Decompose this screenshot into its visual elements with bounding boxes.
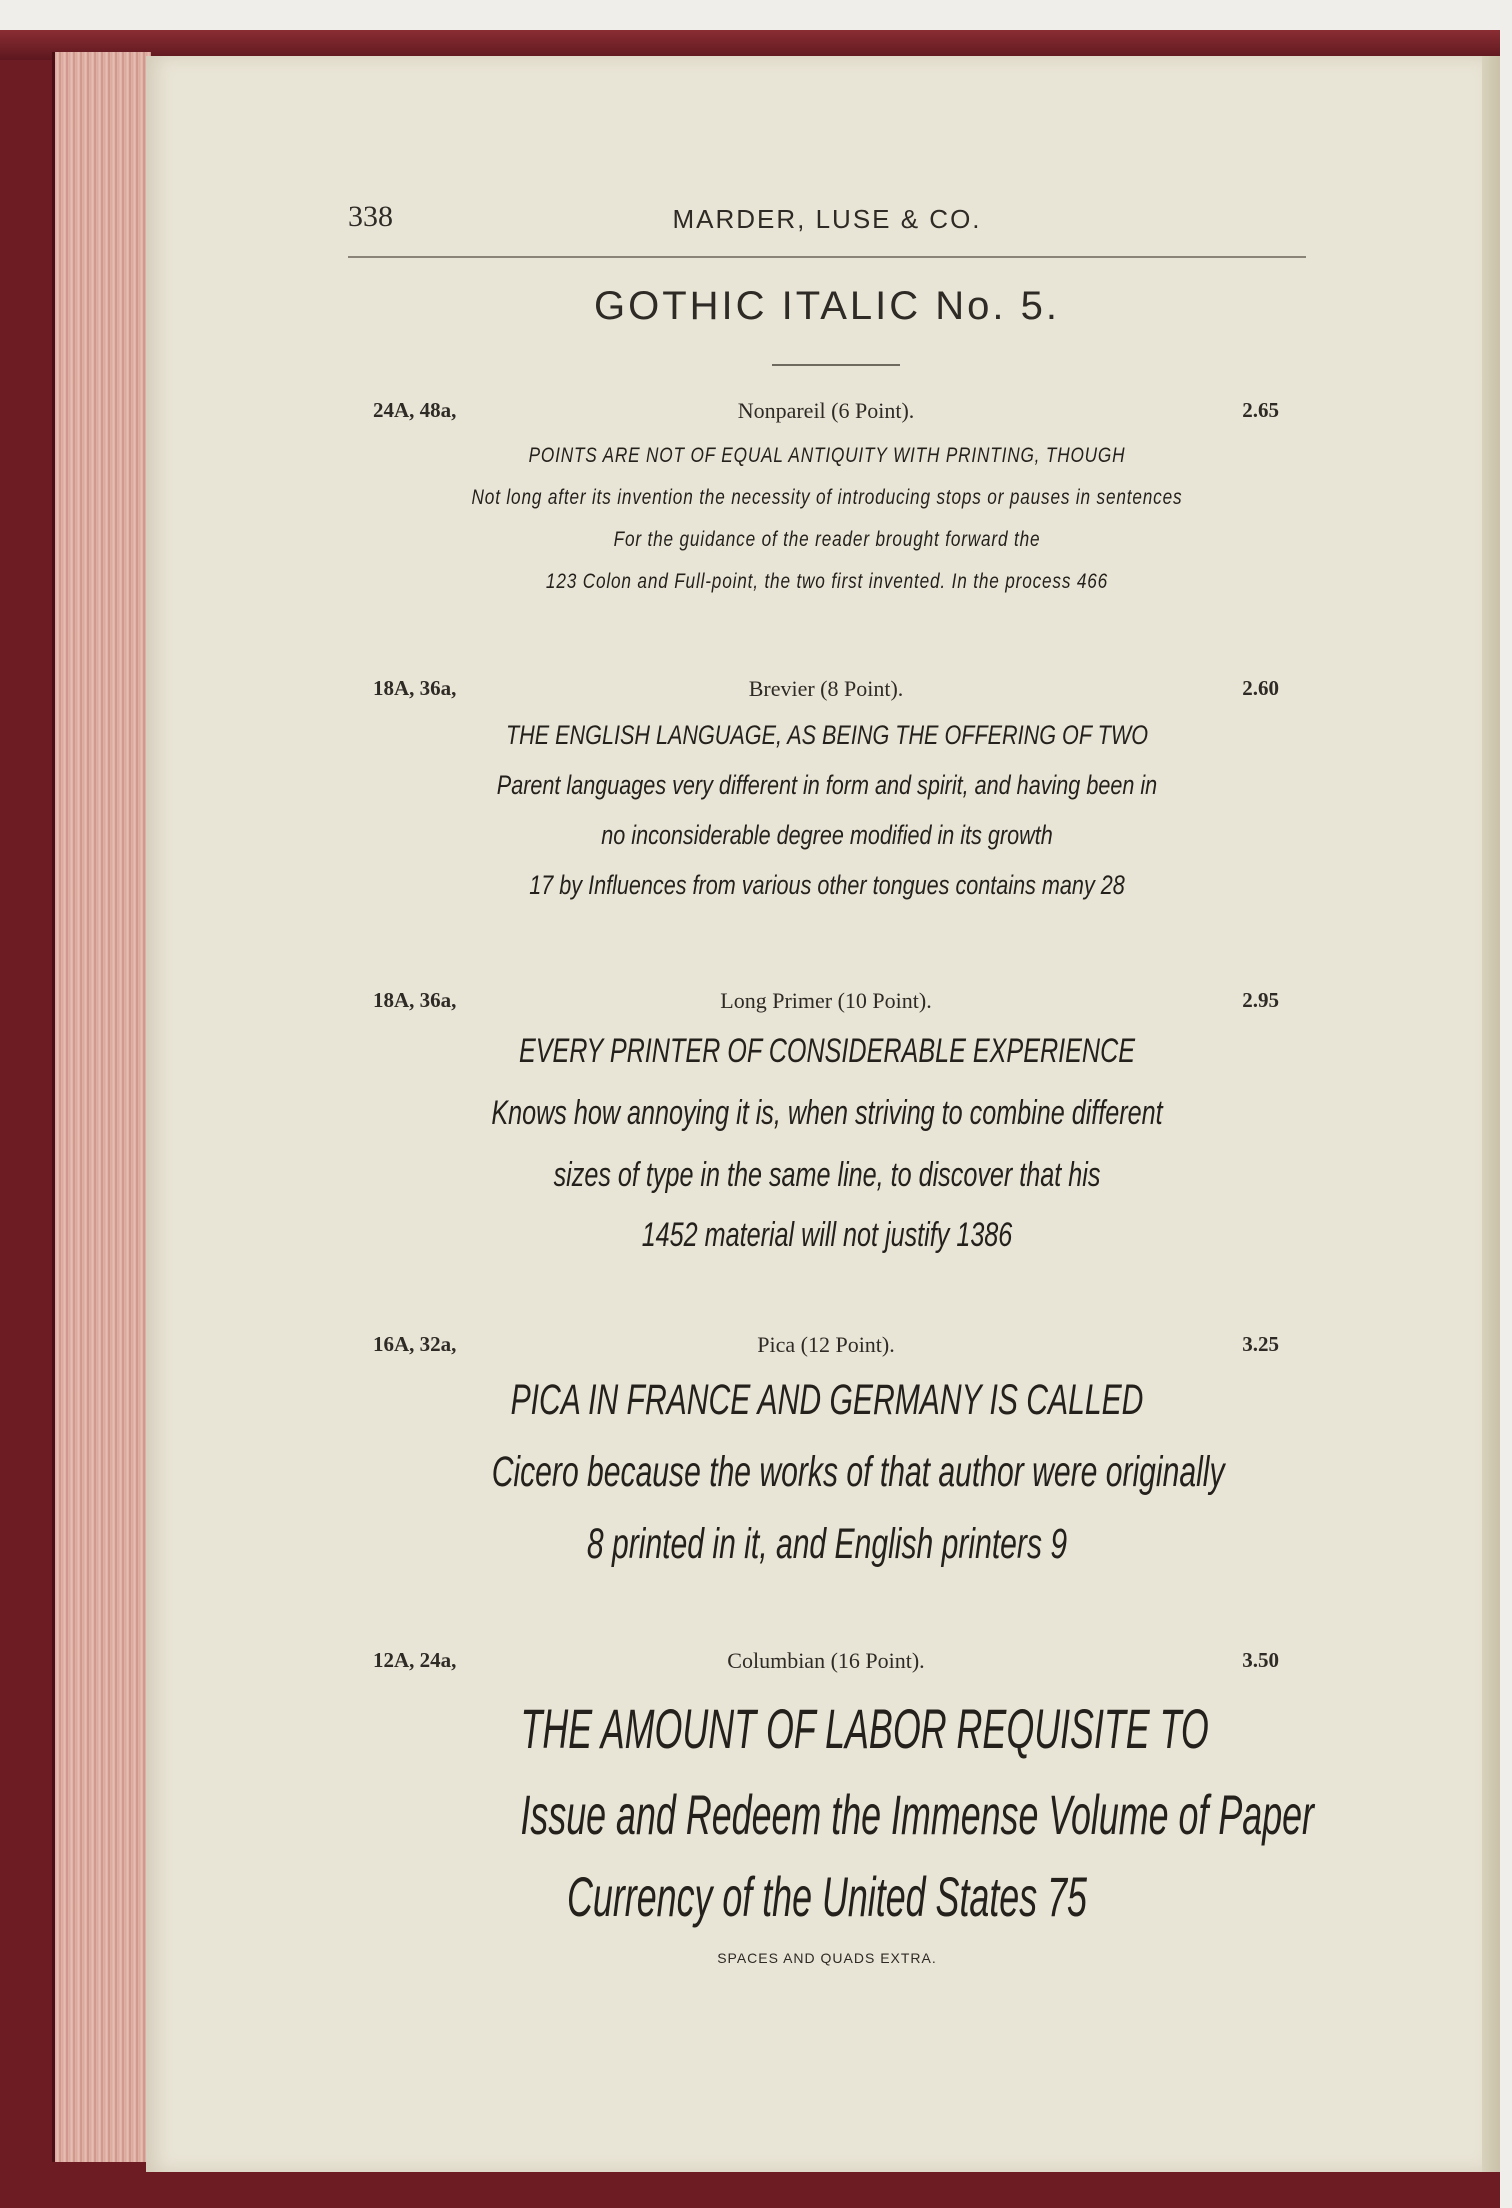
- specimen-line: Currency of the United States 75: [567, 1865, 1087, 1928]
- fonts-quantity: 16A, 32a,: [373, 1332, 457, 1356]
- type-size-name: Nonpareil (6 Point).: [737, 398, 915, 423]
- specimen-line: Knows how annoying it is, when striving to combine different: [491, 1094, 1163, 1132]
- specimen-line: 1452 material will not justify 1386: [641, 1216, 1013, 1254]
- page-number: 338: [348, 200, 393, 233]
- specimen-line: 123 Colon and Full-point, the two first invented. In the process 466: [545, 570, 1109, 593]
- specimen-info-columbian: [373, 1648, 1279, 1678]
- title-rule: [772, 364, 900, 366]
- page-header: [348, 200, 1306, 240]
- specimen-line: no inconsiderable degree modified in its growth: [601, 820, 1053, 850]
- specimen-line: PICA IN FRANCE AND GERMANY IS CALLED: [510, 1376, 1144, 1424]
- specimen-info-long-primer: [373, 988, 1279, 1018]
- type-size-name: Pica (12 Point).: [757, 1332, 895, 1357]
- specimen-line: For the guidance of the reader brought forward the: [613, 528, 1041, 551]
- specimen-line: sizes of type in the same line, to discover that his: [553, 1156, 1101, 1194]
- specimen-line: EVERY PRINTER OF CONSIDERABLE EXPERIENCE: [518, 1032, 1136, 1070]
- specimen-line: THE AMOUNT OF LABOR REQUISITE TO: [520, 1697, 1209, 1760]
- page-content: [348, 0, 1314, 2208]
- price: 2.95: [1242, 988, 1279, 1012]
- footer-note: SPACES AND QUADS EXTRA.: [717, 1950, 937, 1966]
- specimen-line: THE ENGLISH LANGUAGE, AS BEING THE OFFERING OF TWO: [505, 720, 1149, 750]
- page-stack-edges: [52, 52, 151, 2162]
- header-rule: [348, 256, 1306, 258]
- specimen-line: 17 by Influences from various other tongues contains many 28: [529, 870, 1125, 900]
- page-title: GOTHIC ITALIC No. 5.: [594, 284, 1060, 328]
- specimen-info-pica: [373, 1332, 1279, 1362]
- specimen-line: Parent languages very different in form and spirit, and having been in: [496, 770, 1158, 800]
- specimen-line: Not long after its invention the necessity of introducing stops or pauses in sentences: [471, 486, 1183, 509]
- specimen-info-brevier: [373, 676, 1279, 706]
- fonts-quantity: 18A, 36a,: [373, 988, 457, 1012]
- specimen-info-nonpareil: [373, 398, 1279, 428]
- type-size-name: Columbian (16 Point).: [727, 1648, 925, 1673]
- type-size-name: Long Primer (10 Point).: [720, 988, 932, 1013]
- type-size-name: Brevier (8 Point).: [748, 676, 904, 701]
- price: 2.65: [1242, 398, 1279, 422]
- specimen-line: 8 printed in it, and English printers 9: [586, 1520, 1068, 1568]
- specimen-line: POINTS ARE NOT OF EQUAL ANTIQUITY WITH PRINTING, THOUGH: [528, 444, 1126, 467]
- specimen-line: Cicero because the works of that author were originally: [491, 1448, 1225, 1496]
- fonts-quantity: 24A, 48a,: [373, 398, 457, 422]
- fonts-quantity: 18A, 36a,: [373, 676, 457, 700]
- running-head: MARDER, LUSE & CO.: [672, 204, 982, 234]
- next-page-edge: [1482, 56, 1500, 2172]
- price: 3.50: [1242, 1648, 1279, 1672]
- price: 3.25: [1242, 1332, 1279, 1356]
- specimen-line: Issue and Redeem the Immense Volume of Paper: [520, 1783, 1314, 1846]
- price: 2.60: [1242, 676, 1279, 700]
- fonts-quantity: 12A, 24a,: [373, 1648, 457, 1672]
